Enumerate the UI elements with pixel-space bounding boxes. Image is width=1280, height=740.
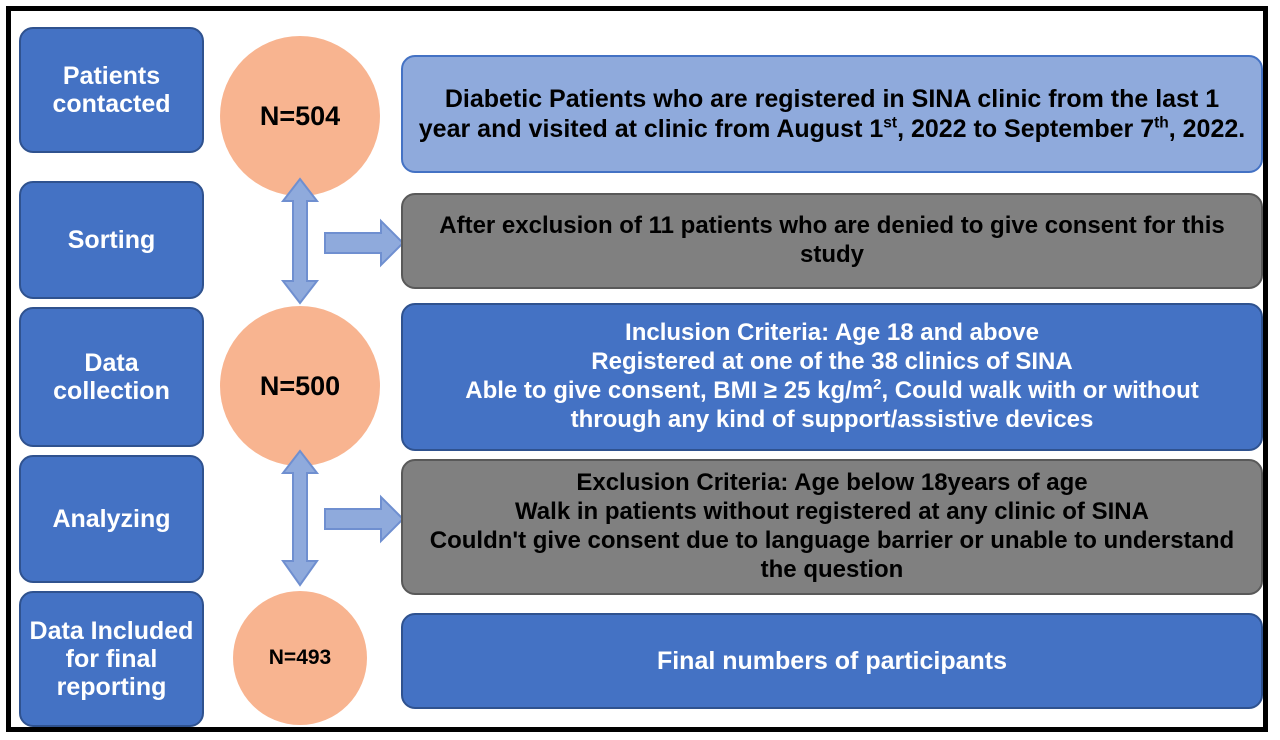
info-box-registration-period: [401, 55, 1263, 173]
count-label: N=493: [268, 646, 332, 669]
stage-label: Data collection: [53, 349, 170, 405]
arrow-split-lower: [269, 443, 405, 593]
stage-box-data-included-final-reporting: [19, 591, 204, 727]
stage-box-patients-contacted: [19, 27, 204, 153]
stage-box-data-collection: [19, 307, 204, 447]
stage-label: Analyzing: [52, 505, 171, 533]
arrow-split-upper: [269, 171, 405, 311]
arrow-vertical-shape: [283, 179, 317, 303]
arrow-vertical-shape: [283, 451, 317, 585]
info-box-text: Exclusion Criteria: Age below 18years of age Walk in patients without registered at any clinic of SINA Couldn't give consent due to language barrier or unable to understand the question: [429, 469, 1235, 583]
info-box-exclusion-consent: [401, 193, 1263, 289]
info-box-final-participants: [401, 613, 1263, 709]
stage-label: Data Included for final reporting: [29, 617, 194, 701]
info-box-text: Diabetic Patients who are registered in SINA clinic from the last 1 year and visited at clinic from August 1st, 2022 to September 7th, 2022.: [418, 85, 1246, 143]
stage-box-analyzing: [19, 455, 204, 583]
info-box-text: After exclusion of 11 patients who are denied to give consent for this study: [439, 212, 1225, 268]
arrow-right-shape: [325, 221, 403, 265]
arrow-right-shape: [325, 497, 403, 541]
stage-box-sorting: [19, 181, 204, 299]
flowchart-frame: [6, 6, 1268, 732]
count-label: N=504: [259, 100, 341, 131]
info-box-inclusion-criteria: [401, 303, 1263, 451]
info-box-text: Final numbers of participants: [656, 647, 1008, 675]
stage-label: Sorting: [67, 226, 156, 254]
info-box-exclusion-criteria: [401, 459, 1263, 595]
count-label: N=500: [259, 370, 341, 401]
count-circle-493: [233, 591, 367, 725]
count-circle-500: [220, 306, 380, 466]
info-box-text: Inclusion Criteria: Age 18 and above Registered at one of the 38 clinics of SINA Able to give consent, BMI ≥ 25 $kg/m^2$, Could walk with or without through any kind of support/assistive devices: [465, 319, 1199, 433]
stage-label: Patients contacted: [52, 62, 171, 118]
